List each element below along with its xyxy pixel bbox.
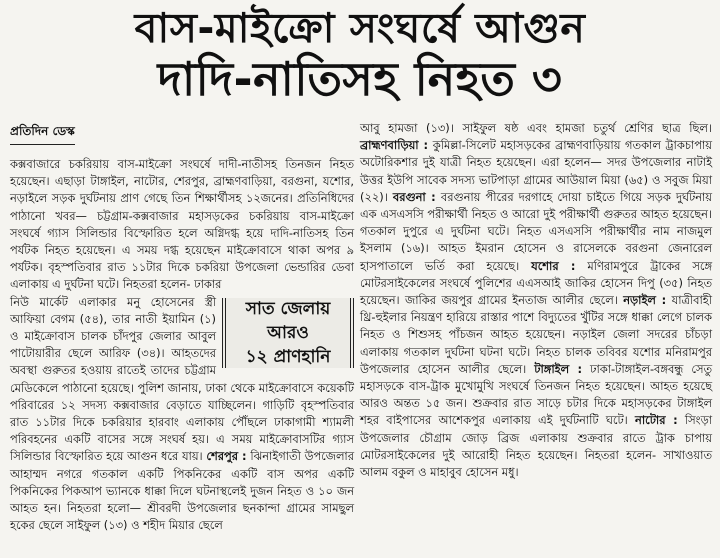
- brahmanbaria-text: কুমিল্লা-সিলেট মহাসড়কের ব্রাহ্মণবাড়িয়ায় গতকাল ট্রাকচাপায় অটোরিকশার দুই যাত্রী নিহত হয়েছেন। এরা হলেন— সদর উপজেলার নাটাই উত্তর ইউপি সাবেক সদস্য ভাটপাড়া গ্রামের আউয়াল মিয়া (৬৫) ও সবুজ মিয়া (২২)।: [360, 138, 712, 204]
- tangail-text: ঢাকা-টাঙ্গাইল-বঙ্গবন্ধু সেতু মহাসড়কে বাস-ট্রাক মুখোমুখি সংঘর্ষে তিনজন নিহত হয়েছেন। আহত হয়েছে আরও অন্তত ১৫ জন। শুক্রবার রাত সাড়ে চটার দিকে মহাসড়কের টাঙ্গাইল শহর বাইপাসের আশেকপুর এলাকায় এই দুর্ঘটনাটি ঘটে।: [360, 361, 713, 428]
- barguna-text: বরগুনায় পীরের দরগাহে দোয়া চাইতে গিয়ে সড়ক দুর্ঘটনায় এক এসএসসি পরীক্ষার্থী নিহত ও আরো দুই পরীক্ষার্থী গুরুতর আহত হয়েছেন। গতকাল দুপুরে এ দুর্ঘটনা ঘটে। নিহত এসএসসি পরীক্ষার্থীর নাম নাজমুল ইসলাম (১৬)। আহত ইমরান হোসেন ও রাসেলকে বরগুনা জেনারেল হাসপাতালে ভর্তি করা হয়েছে।: [360, 189, 713, 273]
- narail-label: নড়াইল :: [623, 293, 667, 308]
- tangail-label: টাঙ্গাইল :: [534, 361, 582, 376]
- natore-label: নাটোর :: [635, 413, 678, 428]
- natore-text: সিংড়া উপজেলার চৌগ্রাম জোড় ব্রিজ এলাকায় শুক্রবার রাতে ট্রাক চাপায় মোটরসাইকেলের দুই আরোহী নিহত হয়েছেন। নিহতরা হলেন- সাখাওয়াত আলম বকুল ও মাহাবুব হোসেন মধু।: [360, 413, 713, 480]
- pull-quote-line-2: ১২ প্রাণহানি: [245, 346, 331, 367]
- headline-line-2: দাদি-নাতিসহ নিহত ৩: [157, 52, 563, 106]
- left-paragraph-2-text: নিউ মার্কেট এলাকার মনু হোসেনের স্ত্রী আফিয়া বেগম (৫৪), তার নাতী ইয়ামিন (১) ও মাইক্রোবাস চালক চাঁদপুর জেলার আবুল পাটোয়ারীর ছেলে আরিফ (৩৪)। আহতদের অবস্থা গুরুতর হওয়ায় রাতেই তাদের চট্টগ্রাম মেডিকেলে পাঠানো হয়েছে। পুলিশ জানায়, ঢাকা থেকে মাইক্রোবাসে কয়েকটি পরিবারের ১২ সদস্য কক্সবাজার বেড়াতে যাচ্ছিলেন। গাড়িটি বৃহস্পতিবার রাত ১১টার দিকে চকরিয়ার হারবাং এলাকায় পৌঁছলে ঢাকাগামী শ্যামলী পরিবহনের একটি বাসের সঙ্গে সংঘর্ষ হয়। এ সময় মাইক্রোবাসটির গ্যাস সিলিন্ডার বিস্ফোরিত হয়ে আগুন ধরে যায়।: [10, 294, 354, 464]
- sherpur-label: শেরপুর :: [206, 449, 247, 464]
- pull-quote-box: [222, 298, 354, 368]
- left-paragraph-1: কক্সবাজারে চকরিয়ায় বাস-মাইক্রো সংঘর্ষে দাদী-নাতীসহ তিনজন নিহত হয়েছেন। এছাড়া টাঙ্গাইল, নাটোর, শেরপুর, ব্রাহ্মণবাড়িয়া, বরগুনা, যশোর, নড়াইলে সড়ক দুর্ঘটনায় প্রাণ গেছে তিন শিক্ষার্থীসহ ১২জনের। প্রতিনিধিদের পাঠানো খবর— চট্টগ্রাম-কক্সবাজার মহাসড়কের চকরিয়ায় বাস-মাইক্রো সংঘর্ষে গ্যাস সিলিন্ডার বিস্ফোরিত হলে অগ্নিদগ্ধ হয়ে দাদি-নাতিসহ তিন পর্যটক নিহত হয়েছেন। এ সময় দগ্ধ হয়েছেন মাইক্রোবাসে থাকা অপর ৯ পর্যটক। বৃহস্পতিবার রাত ১১টার দিকে চকরিয়া উপজেলা ভেন্ডারির ডেবা এলাকায় এ দুর্ঘটনা ঘটে। নিহতরা হলেন- ঢাকার: [10, 157, 354, 292]
- right-paragraph-1: আবু হামজা (১৩)। সাইফুল ষষ্ঠ এবং হামজা চতুর্থ শ্রেণির ছাত্র ছিল।: [360, 121, 712, 135]
- left-column: [10, 120, 354, 534]
- jessore-text: মণিরামপুরে ট্রাকের সঙ্গে মোটরসাইকেলের সংঘর্ষে পুলিশের এএসআই জাকির হোসেন দিপু (৩৫) নিহত হয়েছেন। জাকির জয়পুর গ্রামের ইনতাজ আলীর ছেলে।: [360, 258, 713, 308]
- right-paragraph: [360, 120, 712, 481]
- dateline: প্রতিদিন ডেস্ক: [10, 123, 75, 145]
- pull-quote-line-1: সাত জেলায় আরও: [245, 298, 331, 343]
- brahmanbaria-label: ব্রাহ্মণবাড়িয়া :: [360, 138, 429, 153]
- jessore-label: যশোর :: [531, 258, 576, 273]
- narail-text: যাত্রীবাহী থ্রি-হুইলার নিয়ন্ত্রণ হারিয়ে রাস্তার পাশে বিদ্যুতের খুঁটির সঙ্গে ধাক্কা লেগে চালক নিহত ও শিশুসহ পাঁচজন আহত হয়েছেন। নড়াইল জেলা সদরের চাঁচড়া এলাকায় গতকাল দুর্ঘটনা ঘটনা ঘটে। নিহত চালক তবিবর যশোর মনিরামপুর উপজেলার হোসেন আলীর ছেলে।: [360, 293, 713, 376]
- right-column: [360, 120, 712, 481]
- barguna-label: বরগুনা :: [392, 189, 436, 204]
- headline-line-1: বাস-মাইক্রো সংঘর্ষে আগুন: [134, 4, 586, 52]
- sherpur-text: ঝিনাইগাতী উপজেলার আহাম্মদ নগরে গতকাল একটি পিকনিকের একটি বাস অপর একটি পিকনিকের পিকআপ ভ্যানকে ধাক্কা দিলে ঘটনাস্থলেই দুজন নিহত ও ১০ জন আহত হন। নিহতরা হলো— শ্রীবরদী উপজেলার ছনকান্দা গ্রামের সামছুল হকের ছেলে সাইফুল (১৩) ও শহীদ মিয়ার ছেলে: [10, 449, 354, 533]
